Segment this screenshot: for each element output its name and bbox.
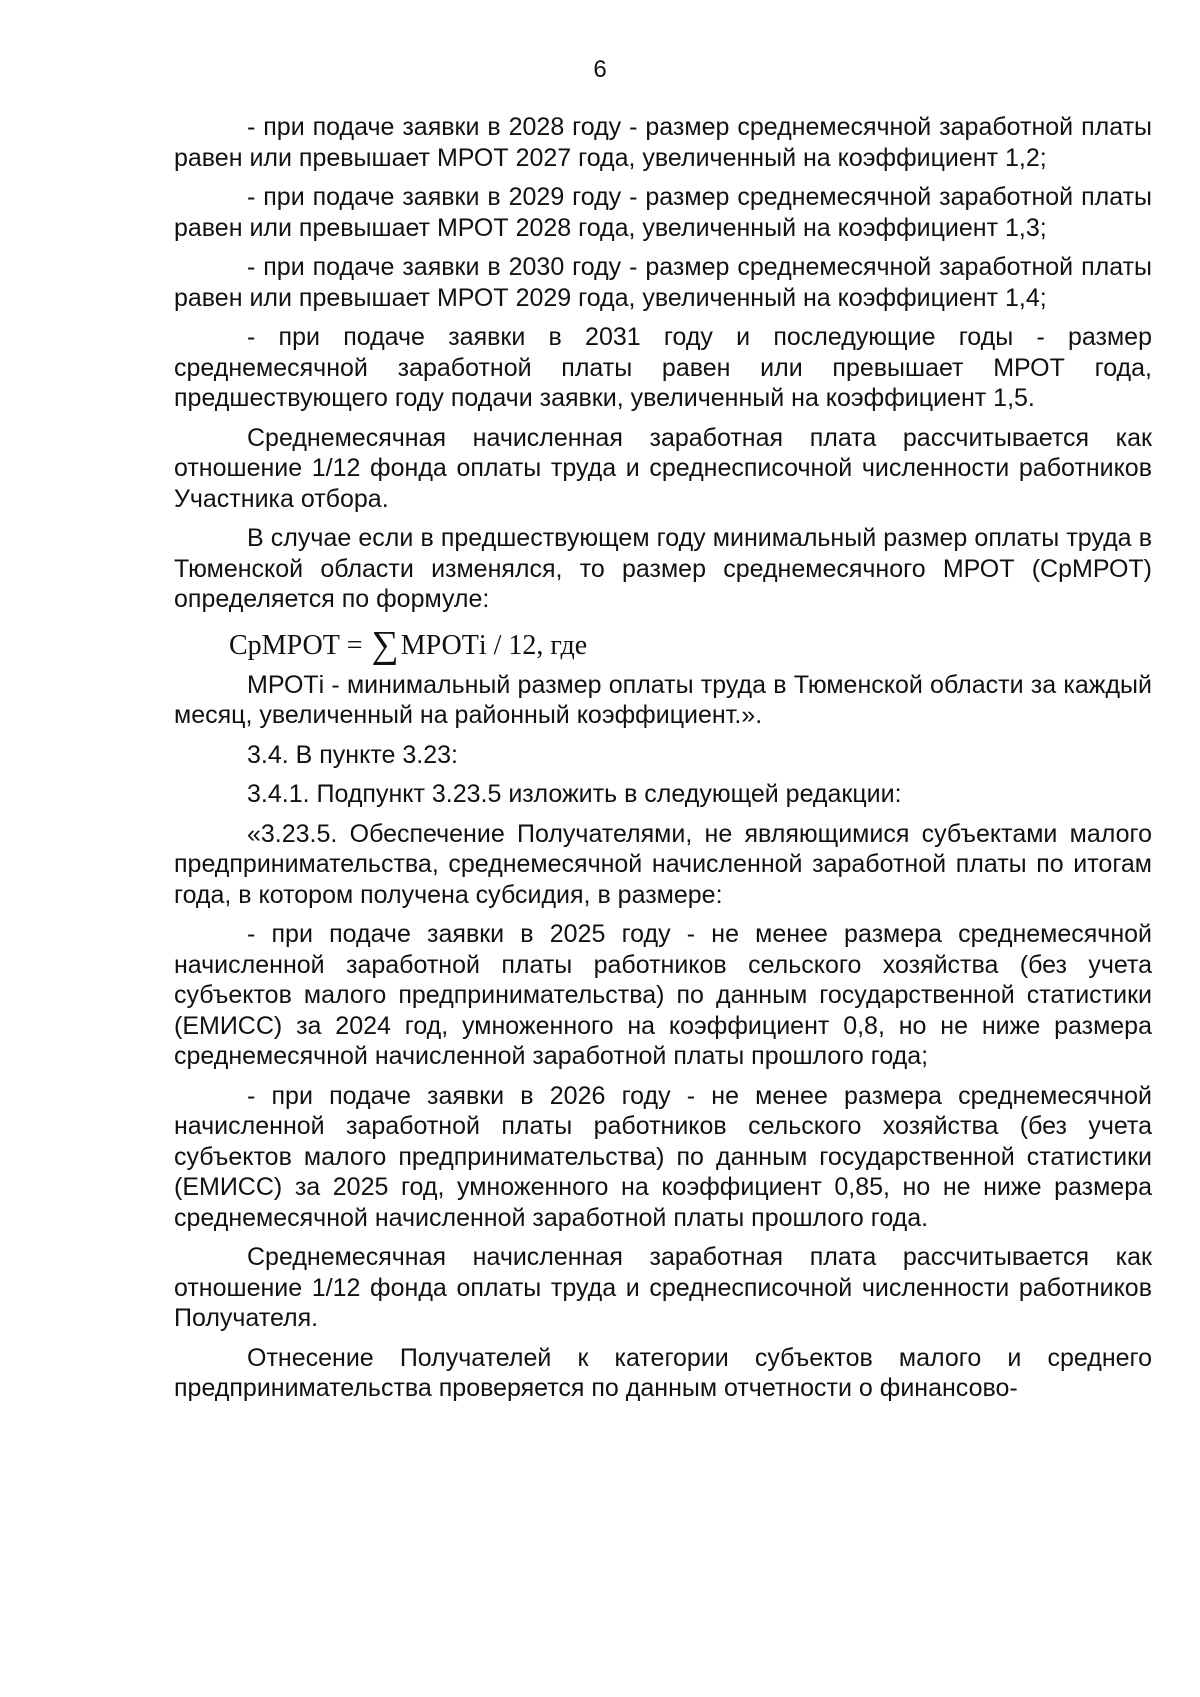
paragraph-salary-calculation: Среднемесячная начисленная заработная плата рассчитывается как отношение 1/12 фонда оплаты труда и среднесписочной численности работников Участника отбора. [174, 423, 1152, 513]
paragraph-2028-threshold: - при подаче заявки в 2028 году - размер среднемесячной заработной платы равен или превышает МРОТ 2027 года, увеличенный на коэффициент 1,2; [174, 113, 1152, 172]
sum-symbol: ∑ [371, 623, 399, 666]
paragraph-sme-category: Отнесение Получателей к категории субъектов малого и среднего предпринимательства проверяется по данным отчетности о финансово- [174, 1343, 1152, 1402]
document-body [174, 112, 1152, 1413]
paragraph-2026-threshold: - при подаче заявки в 2026 году - не менее размера среднемесячной начисленной заработной платы работников сельского хозяйства (без учета субъектов малого предпринимательства) по данным государственной статистики (ЕМИСС) за 2025 год, умноженного на коэффициент 0,85, но не ниже размера среднемесячной начисленной заработной платы прошлого года. [174, 1081, 1152, 1232]
formula-suffix: где [550, 629, 588, 661]
formula-rhs: МРОТi / 12, [400, 629, 544, 661]
formula-lhs: СрМРОТ = [229, 629, 370, 661]
paragraph-clause-3-4-1: 3.4.1. Подпункт 3.23.5 изложить в следующей редакции: [247, 780, 902, 808]
paragraph-2031-threshold: - при подаче заявки в 2031 году и последующие годы - размер среднемесячной заработной платы равен или превышает МРОТ года, предшествующего году подачи заявки, увеличенный на коэффициент 1,5. [174, 323, 1152, 412]
paragraph-2030-threshold: - при подаче заявки в 2030 году - размер среднемесячной заработной платы равен или превышает МРОТ 2029 года, увеличенный на коэффициент 1,4; [174, 253, 1152, 312]
page-number: 6 [593, 56, 607, 83]
formula-average-mrot [229, 624, 1152, 667]
paragraph-recipient-salary-calculation: Среднемесячная начисленная заработная плата рассчитывается как отношение 1/12 фонда оплаты труда и среднесписочной численности работников Получателя. [174, 1243, 1152, 1332]
paragraph-mrot-definition: МРОТi - минимальный размер оплаты труда в Тюменской области за каждый месяц, увеличенный на районный коэффициент.». [174, 670, 1152, 729]
paragraph-clause-3-4: 3.4. В пункте 3.23: [247, 740, 458, 769]
paragraph-2029-threshold: - при подаче заявки в 2029 году - размер среднемесячной заработной платы равен или превышает МРОТ 2028 года, увеличенный на коэффициент 1,3; [174, 183, 1152, 242]
paragraph-2025-threshold: - при подаче заявки в 2025 году - не менее размера среднемесячной начисленной заработной платы работников сельского хозяйства (без учета субъектов малого предпринимательства) по данным государственной статистики (ЕМИСС) за 2024 год, умноженного на коэффициент 0,8, но не ниже размера среднемесячной начисленной заработной платы прошлого года; [174, 920, 1152, 1070]
paragraph-clause-3-23-5: «3.23.5. Обеспечение Получателями, не являющимися субъектами малого предпринимательства, среднемесячной начисленной заработной платы по итогам года, в котором получена субсидия, в размере: [174, 819, 1152, 909]
paragraph-formula-intro: В случае если в предшествующем году минимальный размер оплаты труда в Тюменской области изменялся, то размер среднемесячного МРОТ (СрМРОТ) определяется по формуле: [174, 524, 1152, 613]
